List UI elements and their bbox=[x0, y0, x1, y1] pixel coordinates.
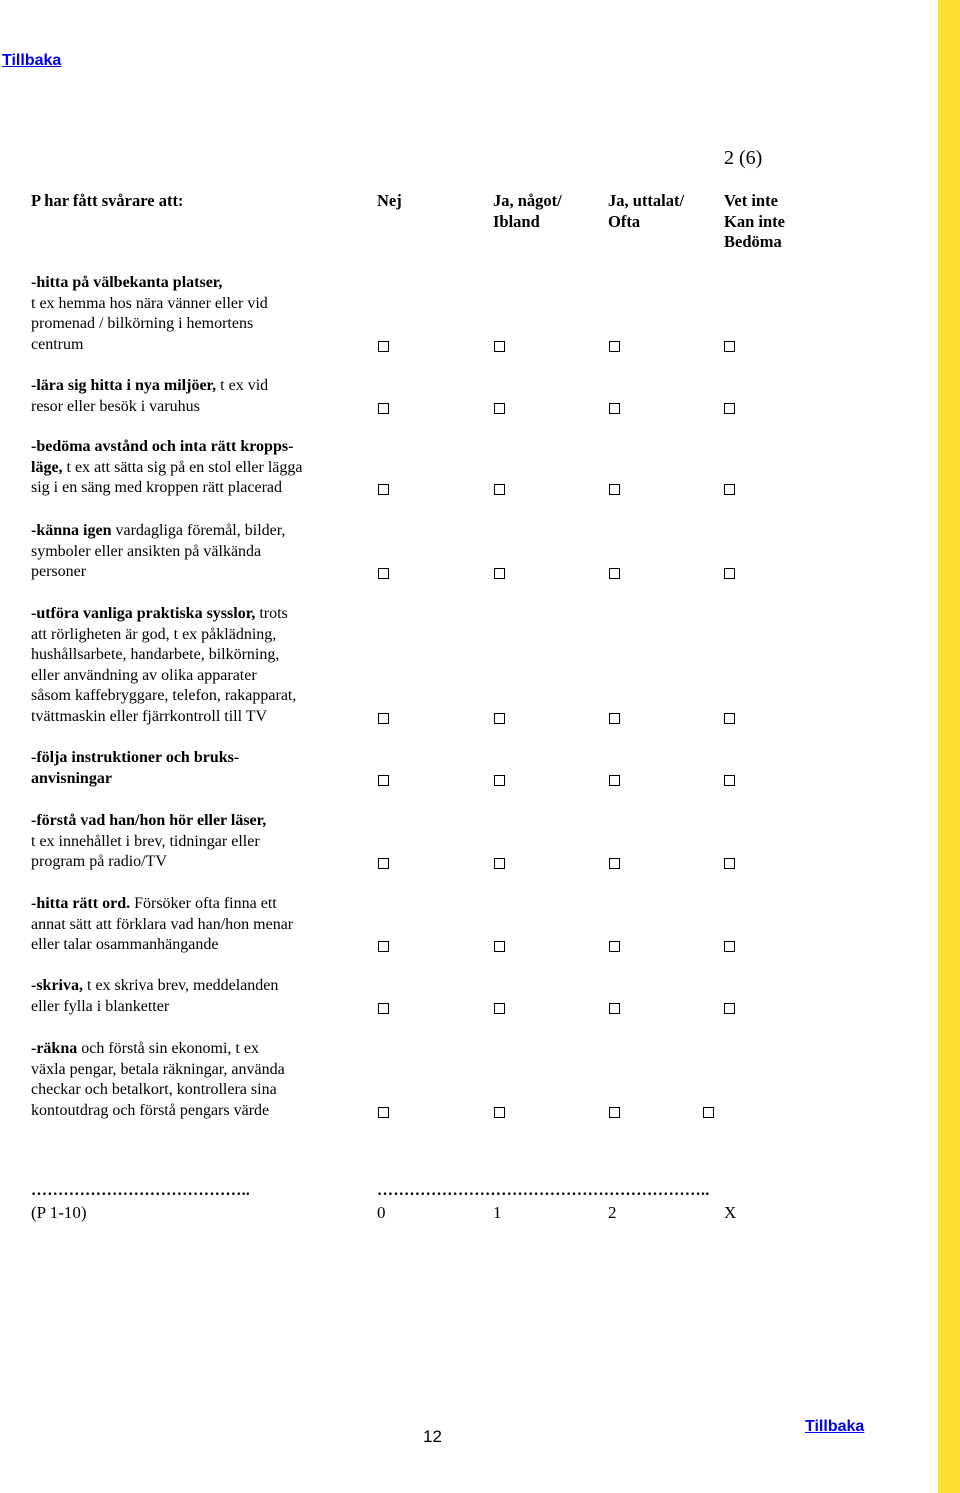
signature-dots-right: …………………………………………………….. bbox=[377, 1182, 710, 1199]
answer-checkbox[interactable] bbox=[378, 1003, 389, 1014]
answer-checkbox[interactable] bbox=[378, 484, 389, 495]
answer-checkbox[interactable] bbox=[724, 775, 735, 786]
answer-checkbox[interactable] bbox=[378, 775, 389, 786]
question-item bbox=[31, 976, 278, 1017]
question-line: -räkna och förstå sin ekonomi, t ex bbox=[31, 1040, 259, 1057]
answer-checkbox[interactable] bbox=[724, 713, 735, 724]
question-line: -känna igen vardagliga föremål, bilder, bbox=[31, 522, 286, 539]
question-line: -lära sig hitta i nya miljöer, t ex vid bbox=[31, 377, 269, 394]
question-line: -förstå vad han/hon hör eller läser, bbox=[31, 812, 267, 829]
question-line: eller talar osammanhängande bbox=[31, 936, 219, 954]
answer-checkbox[interactable] bbox=[494, 713, 505, 724]
question-line: såsom kaffebryggare, telefon, rakapparat, bbox=[31, 687, 297, 705]
question-item bbox=[31, 521, 285, 583]
question-line: att rörligheten är god, t ex påklädning, bbox=[31, 625, 277, 643]
question-column-header: P har fått svårare att: bbox=[31, 191, 184, 210]
question-line: -hitta rätt ord. Försöker ofta finna ett bbox=[31, 895, 277, 912]
question-item bbox=[31, 811, 266, 873]
question-line: hushållsarbete, handarbete, bilkörning, bbox=[31, 646, 280, 664]
option-header-ja-uttalat: Ja, uttalat/ Ofta bbox=[608, 191, 685, 231]
question-line: läge, t ex att sätta sig på en stol eller lägga bbox=[31, 458, 303, 476]
question-item bbox=[31, 1039, 285, 1121]
answer-checkbox[interactable] bbox=[378, 341, 389, 352]
answer-checkbox[interactable] bbox=[724, 341, 735, 352]
answer-checkbox[interactable] bbox=[494, 1107, 505, 1118]
question-line: -hitta på välbekanta platser, bbox=[31, 274, 223, 291]
question-line: t ex innehållet i brev, tidningar eller bbox=[31, 832, 260, 850]
answer-checkbox[interactable] bbox=[494, 775, 505, 786]
question-line: tvättmaskin eller fjärrkontroll till TV bbox=[31, 707, 268, 725]
yellow-side-bar bbox=[938, 0, 960, 1493]
question-line: annat sätt att förklara vad han/hon menar bbox=[31, 915, 294, 933]
score-option-2: 2 bbox=[608, 1203, 617, 1222]
question-line: -bedöma avstånd och inta rätt kropps- bbox=[31, 438, 294, 455]
answer-checkbox[interactable] bbox=[378, 403, 389, 414]
question-line: checkar och betalkort, kontrollera sina bbox=[31, 1081, 277, 1099]
answer-checkbox[interactable] bbox=[494, 858, 505, 869]
back-link-top[interactable]: Tillbaka bbox=[2, 52, 62, 69]
question-line: -följa instruktioner och bruks- bbox=[31, 749, 240, 766]
answer-checkbox[interactable] bbox=[378, 713, 389, 724]
back-link-bottom[interactable]: Tillbaka bbox=[805, 1418, 865, 1435]
question-line: kontoutdrag och förstå pengars värde bbox=[31, 1101, 270, 1119]
question-line: program på radio/TV bbox=[31, 853, 167, 871]
answer-checkbox[interactable] bbox=[494, 341, 505, 352]
question-line: promenad / bilkörning i hemortens bbox=[31, 315, 254, 333]
question-line: eller fylla i blanketter bbox=[31, 997, 170, 1015]
answer-checkbox[interactable] bbox=[378, 568, 389, 579]
answer-checkbox[interactable] bbox=[494, 1003, 505, 1014]
answer-checkbox[interactable] bbox=[724, 941, 735, 952]
question-line: centrum bbox=[31, 335, 84, 353]
answer-checkbox[interactable] bbox=[609, 941, 620, 952]
answer-checkbox[interactable] bbox=[378, 1107, 389, 1118]
question-item bbox=[31, 894, 293, 956]
answer-checkbox[interactable] bbox=[724, 403, 735, 414]
answer-checkbox[interactable] bbox=[609, 858, 620, 869]
answer-checkbox[interactable] bbox=[494, 484, 505, 495]
answer-checkbox[interactable] bbox=[609, 568, 620, 579]
answer-checkbox[interactable] bbox=[609, 775, 620, 786]
question-line: personer bbox=[31, 563, 87, 581]
option-header-vet-inte: Vet inte Kan inte Bedöma bbox=[724, 191, 785, 251]
answer-checkbox[interactable] bbox=[609, 403, 620, 414]
option-header-nej: Nej bbox=[377, 191, 402, 210]
question-item bbox=[31, 273, 268, 355]
signature-dots-left: ………………………………….. bbox=[31, 1182, 250, 1199]
question-line: resor eller besök i varuhus bbox=[31, 397, 200, 415]
question-line: sig i en säng med kroppen rätt placerad bbox=[31, 479, 283, 497]
answer-checkbox[interactable] bbox=[494, 403, 505, 414]
answer-checkbox[interactable] bbox=[609, 341, 620, 352]
question-line: växla pengar, betala räkningar, använda bbox=[31, 1060, 285, 1078]
answer-checkbox[interactable] bbox=[609, 1107, 620, 1118]
answer-checkbox[interactable] bbox=[494, 568, 505, 579]
score-option-1: 1 bbox=[493, 1203, 502, 1222]
answer-checkbox[interactable] bbox=[609, 713, 620, 724]
question-item bbox=[31, 437, 302, 499]
answer-checkbox[interactable] bbox=[494, 941, 505, 952]
question-line: -utföra vanliga praktiska sysslor, trots bbox=[31, 605, 288, 622]
question-line: anvisningar bbox=[31, 769, 112, 787]
question-line: t ex hemma hos nära vänner eller vid bbox=[31, 294, 268, 312]
answer-checkbox[interactable] bbox=[724, 568, 735, 579]
score-option-0: 0 bbox=[377, 1203, 386, 1222]
answer-checkbox[interactable] bbox=[703, 1107, 714, 1118]
page-reference: 2 (6) bbox=[724, 147, 763, 169]
answer-checkbox[interactable] bbox=[724, 858, 735, 869]
answer-checkbox[interactable] bbox=[378, 941, 389, 952]
question-line: eller användning av olika apparater bbox=[31, 666, 257, 684]
score-option-x: X bbox=[724, 1203, 737, 1222]
answer-checkbox[interactable] bbox=[724, 1003, 735, 1014]
question-item bbox=[31, 376, 268, 417]
answer-checkbox[interactable] bbox=[724, 484, 735, 495]
answer-checkbox[interactable] bbox=[609, 484, 620, 495]
question-line: symboler eller ansikten på välkända bbox=[31, 542, 262, 560]
question-item bbox=[31, 748, 239, 789]
answer-checkbox[interactable] bbox=[609, 1003, 620, 1014]
answer-checkbox[interactable] bbox=[378, 858, 389, 869]
question-line: -skriva, t ex skriva brev, meddelanden bbox=[31, 977, 279, 994]
score-label: (P 1-10) bbox=[31, 1203, 87, 1222]
page-number: 12 bbox=[423, 1427, 442, 1446]
option-header-ja-nagot: Ja, något/ Ibland bbox=[493, 191, 562, 231]
question-item bbox=[31, 604, 296, 728]
